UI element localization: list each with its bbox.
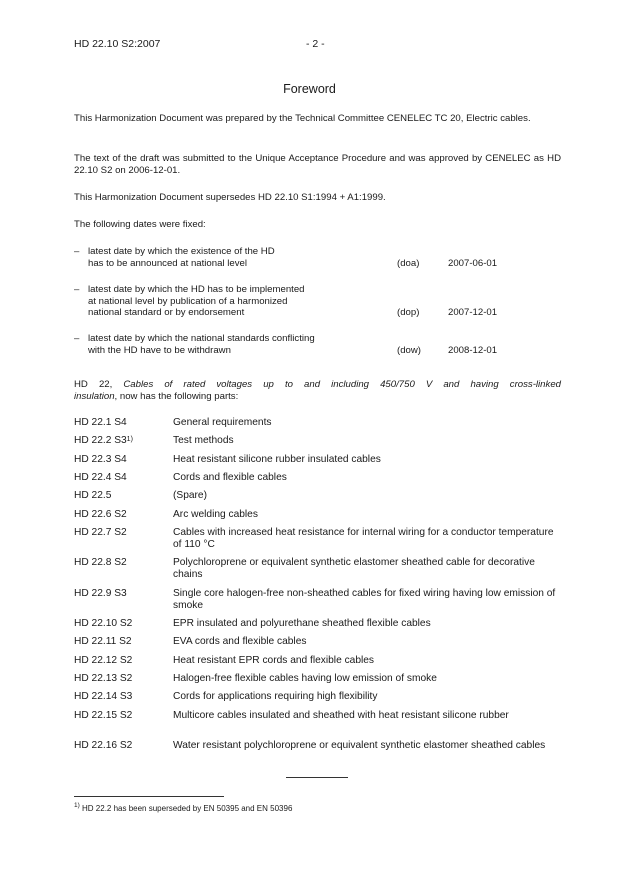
date-item-dow: [74, 333, 561, 357]
part-number-text: HD 22.5: [74, 490, 112, 501]
series-suffix: , now has the following parts:: [114, 390, 239, 402]
date-item-text: [88, 246, 388, 269]
part-description: Heat resistant EPR cords and flexible cables: [173, 655, 375, 666]
part-description: Cords and flexible cables: [173, 472, 287, 483]
part-number-text: HD 22.11 S2: [74, 636, 132, 647]
part-number: [74, 655, 132, 667]
part-number-text: HD 22.2 S3: [74, 435, 127, 446]
part-number: [74, 527, 127, 539]
series-intro: [74, 379, 561, 402]
part-number: [74, 740, 132, 752]
part-number: [74, 710, 132, 722]
part-number: [74, 588, 127, 600]
part-number-text: HD 22.1 S4: [74, 417, 127, 428]
list-dash: –: [74, 246, 80, 257]
part-number: [74, 490, 111, 502]
part-number: [74, 435, 133, 447]
date-text-line: latest date by which the national standards conflicting: [88, 333, 315, 344]
date-text-line: national standard or by endorsement: [88, 307, 245, 319]
part-description: Multicore cables insulated and sheathed with heat resistant silicone rubber: [173, 710, 509, 721]
part-description: EPR insulated and polyurethane sheathed flexible cables: [173, 618, 431, 629]
date-item-text: [88, 333, 388, 356]
paragraph-dates-intro: The following dates were fixed:: [74, 219, 206, 230]
part-description: Heat resistant silicone rubber insulated cables: [173, 454, 381, 465]
date-text-line: latest date by which the HD has to be implemented: [88, 284, 305, 295]
part-number: [74, 691, 132, 703]
part-description: EVA cords and flexible cables: [173, 636, 307, 647]
part-number-text: HD 22.4 S4: [74, 472, 127, 483]
date-text-line: has to be announced at national level: [88, 257, 247, 269]
part-number-text: HD 22.9 S3: [74, 588, 127, 599]
part-number: [74, 417, 127, 429]
date-item-dop: [74, 284, 561, 320]
part-number-text: HD 22.10 S2: [74, 618, 133, 629]
part-description: Single core halogen-free non-sheathed cables for fixed wiring having low emission of smoke: [173, 588, 556, 612]
date-code: (dow): [397, 344, 421, 356]
part-number-text: HD 22.14 S3: [74, 691, 133, 702]
part-number: [74, 618, 132, 630]
part-number: [74, 509, 127, 521]
list-dash: –: [74, 333, 80, 344]
date-value: 2007-06-01: [448, 257, 498, 269]
footnote-marker: 1): [74, 802, 80, 809]
part-description: Polychloroprene or equivalent synthetic elastomer sheathed cable for decorative chains: [173, 557, 535, 581]
part-number: [74, 636, 132, 648]
list-dash: –: [74, 284, 80, 295]
part-number: [74, 454, 127, 466]
part-description: Test methods: [173, 435, 234, 446]
series-intro-line-2: [74, 391, 561, 403]
series-title-part-2: insulation: [74, 390, 115, 402]
series-intro-line-1: [74, 379, 561, 391]
part-number: [74, 472, 127, 484]
paragraph-supersedes: This Harmonization Document supersedes HD 22.10 S1:1994 + A1:1999.: [74, 192, 386, 203]
part-number-text: HD 22.13 S2: [74, 673, 133, 684]
series-title-part-1: Cables of rated voltages up to and including 450/750 V and having cross-linked: [123, 379, 561, 390]
part-description: Cables with increased heat resistance for internal wiring for a conductor temperature of 110 °C: [173, 527, 554, 551]
date-code: (doa): [397, 257, 420, 269]
part-description: Cords for applications requiring high flexibility: [173, 691, 378, 702]
footnote-reference: 1): [126, 436, 133, 443]
paragraph-approval: The text of the draft was submitted to the Unique Acceptance Procedure and was approved by CENELEC as HD 22.10 S2 on 2006-12-01.: [74, 153, 561, 176]
page-title: Foreword: [283, 82, 336, 96]
part-number-text: HD 22.12 S2: [74, 655, 133, 666]
end-divider: [286, 777, 348, 778]
footnote-divider: [74, 796, 224, 797]
date-value: 2008-12-01: [448, 344, 498, 356]
date-text-line: latest date by which the existence of the HD: [88, 246, 275, 257]
date-value: 2007-12-01: [448, 307, 498, 319]
part-number-text: HD 22.7 S2: [74, 527, 127, 538]
paragraph-prepared-by: This Harmonization Document was prepared by the Technical Committee CENELEC TC 20, Electric cables.: [74, 113, 531, 124]
date-item-doa: [74, 246, 561, 270]
part-number: [74, 557, 127, 569]
document-id: HD 22.10 S2:2007: [74, 38, 161, 50]
part-number-text: HD 22.3 S4: [74, 454, 127, 465]
part-description: Arc welding cables: [173, 509, 258, 520]
part-number-text: HD 22.15 S2: [74, 710, 133, 721]
part-description: (Spare): [173, 490, 207, 501]
footnote-text: HD 22.2 has been superseded by EN 50395 and EN 50396: [82, 804, 293, 813]
series-prefix: HD 22,: [74, 379, 124, 390]
page-number: - 2 -: [306, 38, 325, 50]
part-description: General requirements: [173, 417, 272, 428]
footnote: [74, 804, 292, 813]
part-description: Water resistant polychloroprene or equivalent synthetic elastomer sheathed cables: [173, 740, 546, 751]
date-text-line: with the HD have to be withdrawn: [88, 344, 231, 356]
part-number-text: HD 22.8 S2: [74, 557, 127, 568]
part-number-text: HD 22.6 S2: [74, 509, 127, 520]
date-text-line: at national level by publication of a harmonized: [88, 295, 288, 307]
part-number: [74, 673, 132, 685]
date-item-text: [88, 284, 388, 319]
date-code: (dop): [397, 307, 420, 319]
part-number-text: HD 22.16 S2: [74, 740, 133, 751]
part-description: Halogen-free flexible cables having low emission of smoke: [173, 673, 437, 684]
